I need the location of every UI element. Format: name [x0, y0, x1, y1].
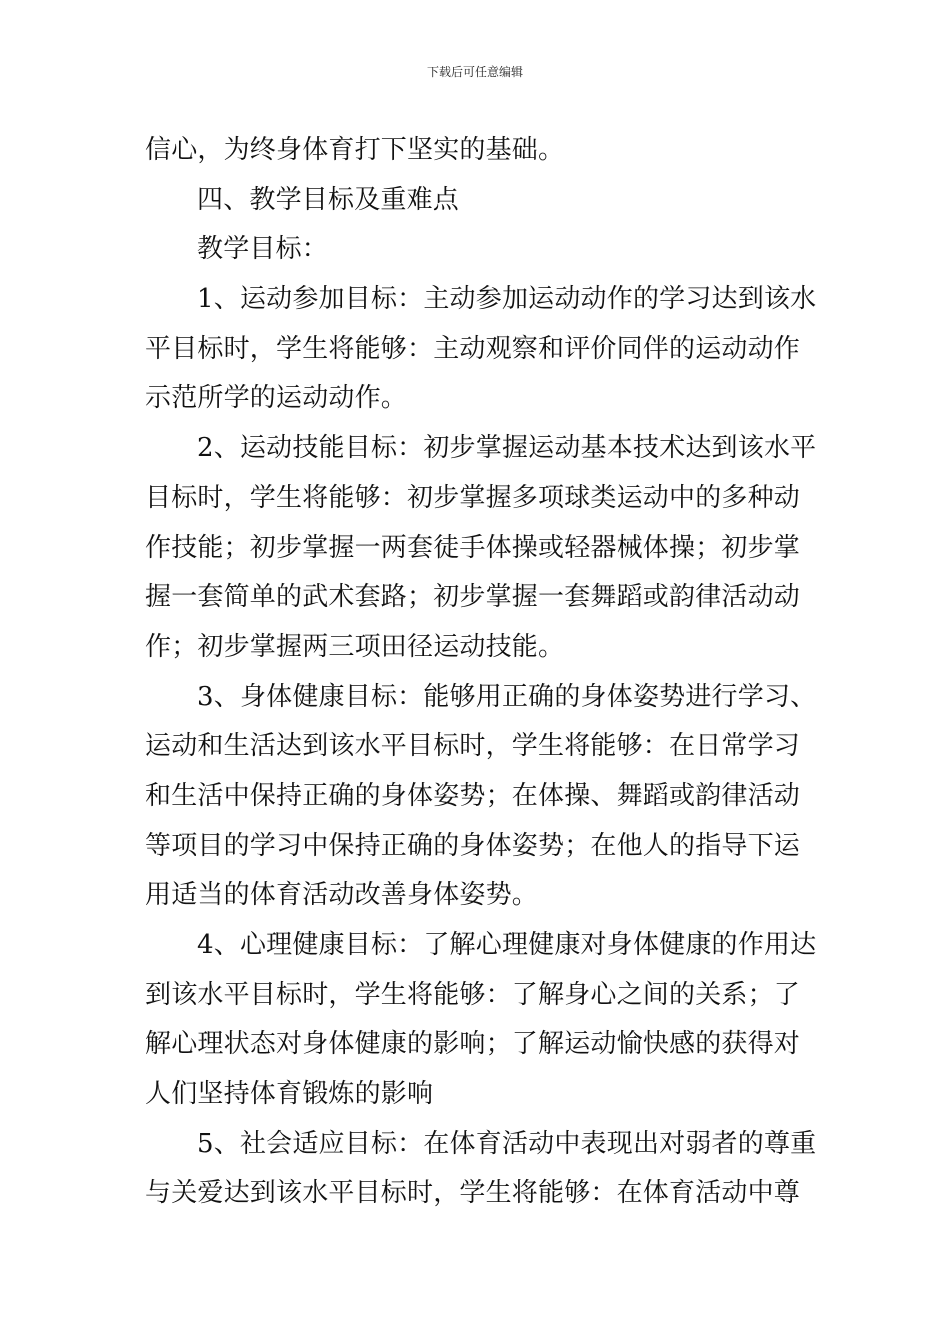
text-line: 与关爱达到该水平目标时，学生将能够：在体育活动中尊: [145, 1178, 801, 1209]
text-line: 示范所学的运动动作。: [145, 383, 408, 414]
text-line: 作；初步掌握两三项田径运动技能。: [145, 631, 565, 662]
text-line: 人们坚持体育锻炼的影响: [145, 1079, 434, 1110]
text-line: 3、身体健康目标：能够用正确的身体姿势进行学习、: [197, 681, 817, 712]
document-body: [145, 126, 817, 1219]
text-line: 和生活中保持正确的身体姿势；在体操、舞蹈或韵律活动: [145, 780, 801, 811]
text-line: 4、心理健康目标：了解心理健康对身体健康的作用达: [197, 930, 817, 960]
text-line: 信心，为终身体育打下坚实的基础。: [145, 135, 565, 165]
text-line: 用适当的体育活动改善身体姿势。: [145, 880, 539, 911]
text-line: 握一套简单的武术套路；初步掌握一套舞蹈或韵律活动动: [145, 582, 801, 613]
text-line: 目标时，学生将能够：初步掌握多项球类运动中的多种动: [145, 482, 801, 513]
text-line: 运动和生活达到该水平目标时，学生将能够：在日常学习: [145, 731, 801, 762]
text-line: 平目标时，学生将能够：主动观察和评价同伴的运动动作: [145, 333, 801, 364]
page-header: 下载后可任意编辑: [426, 65, 523, 79]
section-heading: 四、教学目标及重难点: [197, 184, 460, 215]
text-line: 2、运动技能目标：初步掌握运动基本技术达到该水平: [197, 433, 817, 464]
text-line: 等项目的学习中保持正确的身体姿势；在他人的指导下运: [145, 830, 801, 861]
text-line: 作技能；初步掌握一两套徒手体操或轻器械体操；初步掌: [145, 532, 801, 563]
text-line: 到该水平目标时，学生将能够：了解身心之间的关系；了: [145, 979, 801, 1010]
text-line: 解心理状态对身体健康的影响；了解运动愉快感的获得对: [145, 1029, 801, 1060]
text-line: 5、社会适应目标：在体育活动中表现出对弱者的尊重: [197, 1128, 817, 1159]
text-line: 1、运动参加目标：主动参加运动动作的学习达到该水: [197, 284, 817, 315]
subheading: 教学目标：: [197, 234, 329, 265]
